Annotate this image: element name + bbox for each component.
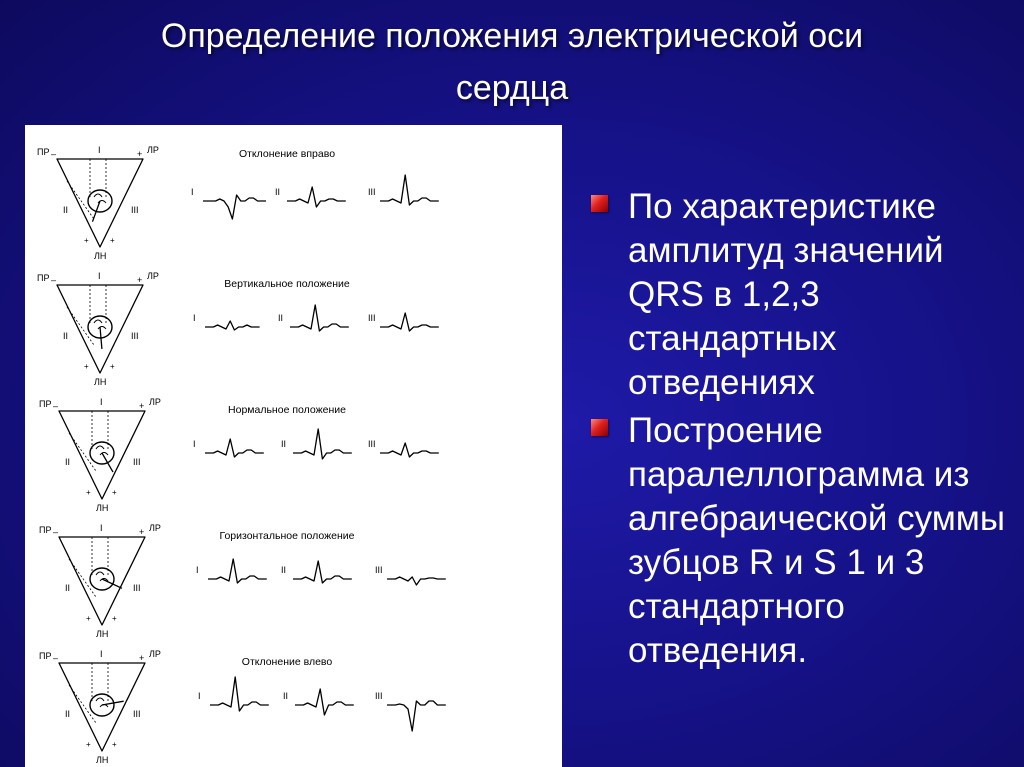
- ecg-trace-4-lead-3: [387, 577, 446, 585]
- label-plus-br-2: +: [110, 362, 115, 371]
- label-lead1-2: I: [98, 271, 101, 281]
- label-lr-5: ЛР: [149, 649, 161, 659]
- ecg-trace-2-lead-3: [380, 313, 439, 331]
- ecg-trace-3-lead-1: [205, 439, 264, 457]
- slide-title-line-1: Определение положения электрической оси: [160, 17, 864, 55]
- trace-lead-label-1-1: I: [191, 187, 194, 197]
- ecg-trace-1-lead-2: [287, 187, 346, 207]
- trace-lead-label-5-1: I: [198, 691, 201, 701]
- bullet-item-1: [588, 185, 1008, 405]
- ecg-trace-3-lead-2: [293, 429, 352, 459]
- label-plus-2: +: [137, 275, 143, 285]
- label-minus-3: –: [53, 401, 59, 411]
- bullet-marker-icon: [591, 419, 608, 436]
- label-lr-4: ЛР: [149, 523, 161, 533]
- label-minus-2: –: [51, 275, 57, 285]
- label-pr-1: ПР: [37, 147, 50, 157]
- bullet-list: [588, 185, 1008, 677]
- label-ln-1: ЛН: [94, 251, 107, 261]
- einthoven-triangle-4: [59, 537, 145, 625]
- label-lead2-4: II: [65, 583, 71, 593]
- label-plus-5: +: [139, 653, 145, 663]
- label-minus-4: –: [53, 527, 59, 537]
- label-lead3-1: III: [131, 205, 139, 215]
- label-lead3-4: III: [133, 583, 141, 593]
- trace-lead-label-1-3: III: [368, 187, 376, 197]
- label-lr-2: ЛР: [147, 271, 159, 281]
- ecg-trace-1-lead-3: [380, 175, 439, 205]
- slide-title-line-2: сердца: [455, 69, 569, 107]
- axis-diagram-figure: [25, 125, 562, 767]
- ecg-trace-5-lead-3: [387, 701, 446, 731]
- row-caption-1: Отклонение вправо: [238, 148, 336, 160]
- label-plus-bl-4: +: [86, 614, 91, 623]
- row-caption-4: Горизонтальное положение: [219, 530, 355, 542]
- label-lr-1: ЛР: [147, 145, 159, 155]
- trace-lead-label-4-2: II: [281, 565, 287, 575]
- label-lead3-2: III: [131, 331, 139, 341]
- label-lead2-3: II: [65, 457, 71, 467]
- trace-lead-label-3-3: III: [368, 439, 376, 449]
- label-plus-bl-5: +: [86, 740, 91, 749]
- axis-arrow-4: [102, 579, 122, 588]
- bullet-marker-icon: [591, 195, 608, 212]
- label-lr-3: ЛР: [149, 397, 161, 407]
- ecg-trace-2-lead-2: [290, 305, 349, 331]
- label-plus-br-4: +: [112, 614, 117, 623]
- einthoven-triangle-1: [57, 159, 143, 247]
- label-plus-bl-3: +: [86, 488, 91, 497]
- label-lead1-3: I: [100, 397, 103, 407]
- label-minus-1: –: [51, 149, 57, 159]
- row-caption-5: Отклонение влево: [241, 656, 333, 668]
- label-plus-1: +: [137, 149, 143, 159]
- label-pr-5: ПР: [39, 651, 52, 661]
- label-ln-3: ЛН: [96, 503, 109, 513]
- axis-diagram-svg: [25, 125, 562, 767]
- trace-lead-label-3-1: I: [193, 439, 196, 449]
- trace-lead-label-4-1: I: [196, 565, 199, 575]
- einthoven-triangle-5: [59, 663, 145, 751]
- label-lead3-3: III: [133, 457, 141, 467]
- ecg-trace-5-lead-2: [295, 689, 354, 715]
- label-lead1-4: I: [100, 523, 103, 533]
- label-plus-br-3: +: [112, 488, 117, 497]
- ecg-trace-2-lead-1: [205, 321, 260, 330]
- trace-lead-label-5-3: III: [375, 691, 383, 701]
- label-plus-br-1: +: [110, 236, 115, 245]
- trace-lead-label-4-3: III: [375, 565, 383, 575]
- label-pr-2: ПР: [37, 273, 50, 283]
- label-ln-5: ЛН: [96, 755, 109, 765]
- ecg-trace-5-lead-1: [210, 677, 269, 711]
- label-lead1-5: I: [100, 649, 103, 659]
- label-lead2-1: II: [63, 205, 69, 215]
- trace-lead-label-5-2: II: [283, 691, 289, 701]
- heart-detail-5: [96, 698, 108, 707]
- ecg-trace-3-lead-3: [380, 443, 439, 457]
- axis-arrow-3: [102, 453, 113, 472]
- bullet-text-2: Построение паралеллограмма из алгебраической суммы зубцов R и S 1 и 3 стандартного отведения.: [628, 411, 1006, 670]
- einthoven-triangle-3: [59, 411, 145, 499]
- label-plus-br-5: +: [112, 740, 117, 749]
- label-ln-4: ЛН: [96, 629, 109, 639]
- label-plus-3: +: [139, 401, 145, 411]
- row-caption-3: Нормальное положение: [228, 404, 346, 416]
- bullet-text-1: По характеристике амплитуд значений QRS в 1,2,3 стандартных отведениях: [628, 187, 944, 402]
- label-minus-5: –: [53, 653, 59, 663]
- bullet-item-2: [588, 409, 1008, 673]
- ecg-trace-4-lead-2: [293, 561, 352, 583]
- label-lead3-5: III: [133, 709, 141, 719]
- label-pr-3: ПР: [39, 399, 52, 409]
- label-plus-bl-2: +: [84, 362, 89, 371]
- trace-lead-label-2-1: I: [193, 313, 196, 323]
- label-plus-4: +: [139, 527, 145, 537]
- trace-lead-label-2-3: III: [368, 313, 376, 323]
- label-plus-bl-1: +: [84, 236, 89, 245]
- trace-lead-label-1-2: II: [275, 187, 281, 197]
- label-lead2-5: II: [65, 709, 71, 719]
- label-lead2-2: II: [63, 331, 69, 341]
- trace-lead-label-2-2: II: [278, 313, 284, 323]
- trace-lead-label-3-2: II: [281, 439, 287, 449]
- ecg-trace-4-lead-1: [208, 559, 267, 583]
- slide-title: [40, 10, 984, 114]
- label-pr-4: ПР: [39, 525, 52, 535]
- row-caption-2: Вертикальное положение: [224, 278, 350, 290]
- label-lead1-1: I: [98, 145, 101, 155]
- ecg-trace-1-lead-1: [203, 195, 266, 219]
- label-ln-2: ЛН: [94, 377, 107, 387]
